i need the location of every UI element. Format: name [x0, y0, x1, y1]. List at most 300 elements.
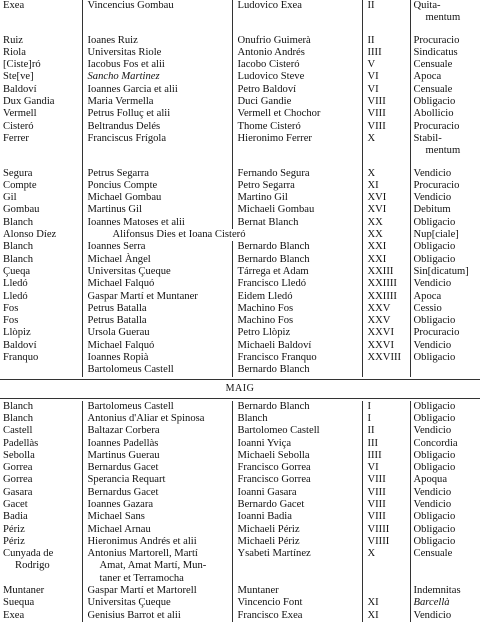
- grantor-cell: [82, 524, 232, 536]
- register-table-2: [0, 401, 480, 622]
- deed-type-cell-cont: mentum: [414, 145, 480, 157]
- grantor-cell-text: Ioannes Padellàs: [88, 438, 159, 449]
- day-cell-text: II: [368, 425, 375, 436]
- day-cell: [362, 0, 410, 25]
- grantor-cell-text: Ioannes Ropià: [88, 352, 149, 363]
- recipient-cell-text: Antonio Andrés: [238, 47, 305, 58]
- surname-cell-text: Vermell: [3, 108, 37, 119]
- surname-cell: [0, 352, 82, 364]
- surname-cell: [0, 340, 82, 352]
- grantor-cell: [82, 266, 232, 278]
- recipient-cell: [232, 71, 362, 83]
- deed-type-cell: [410, 168, 480, 180]
- surname-cell-text: Sebolla: [3, 450, 35, 461]
- deed-type-cell-text: Obligacio: [414, 524, 456, 535]
- day-cell-text: XVI: [368, 204, 387, 215]
- recipient-cell-text: Duci Gandie: [238, 96, 292, 107]
- spacer-cell: [232, 158, 362, 168]
- grantor-cell-cont: taner et Terramocha: [88, 573, 232, 585]
- grantor-cell: [82, 121, 232, 133]
- surname-cell: [0, 108, 82, 120]
- recipient-cell-text: Machino Fos: [238, 315, 294, 326]
- spacer-cell: [82, 25, 232, 35]
- day-cell-text: XX: [368, 217, 383, 228]
- deed-type-cell: [410, 47, 480, 59]
- spacer-cell: [82, 158, 232, 168]
- deed-type-cell: [410, 84, 480, 96]
- deed-type-cell-text: Vendicio: [414, 278, 452, 289]
- recipient-cell: [232, 121, 362, 133]
- recipient-cell: [232, 511, 362, 523]
- grantor-cell-text: Ursola Guerau: [88, 327, 150, 338]
- recipient-cell-text: Bernat Blanch: [238, 217, 299, 228]
- recipient-cell-text: Bernardo Blanch: [238, 364, 310, 375]
- grantor-cell: [82, 168, 232, 180]
- recipient-cell: [232, 241, 362, 253]
- day-cell: [362, 474, 410, 486]
- surname-cell: [0, 180, 82, 192]
- grantor-cell-text: Beltrandus Delés: [88, 121, 161, 132]
- recipient-cell-text: Francisco Gorrea: [238, 462, 311, 473]
- recipient-cell: [232, 303, 362, 315]
- day-cell: [362, 108, 410, 120]
- surname-cell-text: Muntaner: [3, 585, 44, 596]
- grantor-cell: [82, 217, 232, 229]
- day-cell: [362, 610, 410, 622]
- day-cell-text: XXIIII: [368, 291, 397, 302]
- grantor-cell-text: Ioannes Gazara: [88, 499, 154, 510]
- deed-type-cell-text: Obligacio: [414, 450, 456, 461]
- recipient-cell-text: Martino Gil: [238, 192, 288, 203]
- surname-cell: [0, 278, 82, 290]
- table-row: [0, 108, 480, 120]
- surname-cell: [0, 266, 82, 278]
- recipient-cell: [232, 59, 362, 71]
- grantor-cell-text: Petrus Segarra: [88, 168, 149, 179]
- surname-cell-text: Périz: [3, 524, 25, 535]
- recipient-cell-text: Bernardo Blanch: [238, 241, 310, 252]
- table-row: [0, 59, 480, 71]
- deed-type-cell-text: Vendicio: [414, 499, 452, 510]
- day-cell-text: II: [368, 35, 375, 46]
- recipient-cell-text: Hieronimo Ferrer: [238, 133, 312, 144]
- surname-cell-text: [Ciste]ró: [3, 59, 41, 70]
- grantor-cell: [82, 315, 232, 327]
- table-row: [0, 315, 480, 327]
- surname-cell-text: Périz: [3, 536, 25, 547]
- day-cell: [362, 548, 410, 585]
- table-row: [0, 536, 480, 548]
- day-cell-text: VIII: [368, 108, 386, 119]
- surname-cell-text: Ruiz: [3, 35, 23, 46]
- surname-cell: [0, 133, 82, 158]
- deed-type-cell-text: Procuracio: [414, 180, 460, 191]
- deed-type-cell: [410, 462, 480, 474]
- deed-type-cell: [410, 192, 480, 204]
- day-cell-text: XI: [368, 180, 379, 191]
- table-row: [0, 487, 480, 499]
- deed-type-cell-text: Apoqua: [414, 474, 448, 485]
- surname-cell-text: Fos: [3, 315, 18, 326]
- recipient-cell: [232, 450, 362, 462]
- surname-cell: [0, 59, 82, 71]
- deed-type-cell: [410, 241, 480, 253]
- table-row: [0, 192, 480, 204]
- deed-type-cell-text: Nup[ciale]: [414, 229, 459, 240]
- surname-cell: [0, 192, 82, 204]
- day-cell: [362, 133, 410, 158]
- day-cell: [362, 327, 410, 339]
- recipient-cell: [232, 474, 362, 486]
- surname-cell-text: Franquo: [3, 352, 38, 363]
- day-cell-text: VIII: [368, 474, 386, 485]
- grantor-cell: [82, 597, 232, 609]
- day-cell: [362, 511, 410, 523]
- grantor-cell-text: Maria Vermella: [88, 96, 154, 107]
- deed-type-cell-text: Obligacio: [414, 401, 456, 412]
- day-cell: [362, 254, 410, 266]
- day-cell-text: VIII: [368, 511, 386, 522]
- day-cell-text: III: [368, 438, 379, 449]
- table-row: [0, 278, 480, 290]
- surname-cell-text: Lledó: [3, 291, 28, 302]
- day-cell-text: I: [368, 413, 372, 424]
- table-row: [0, 96, 480, 108]
- deed-type-cell: [410, 217, 480, 229]
- day-cell-text: XXIIII: [368, 278, 397, 289]
- grantor-cell-text: Bernardus Gacet: [88, 462, 159, 473]
- spacer-cell: [362, 25, 410, 35]
- table-row: [0, 25, 480, 35]
- table-row: [0, 340, 480, 352]
- table-row: [0, 254, 480, 266]
- surname-cell-text: Fos: [3, 303, 18, 314]
- surname-cell-text: Suequa: [3, 597, 34, 608]
- day-cell-text: XVI: [368, 192, 387, 203]
- grantor-cell: [82, 59, 232, 71]
- day-cell: [362, 204, 410, 216]
- table-row: [0, 168, 480, 180]
- recipient-cell-text: Francisco Exea: [238, 610, 303, 621]
- deed-type-cell-text: Vendicio: [414, 192, 452, 203]
- deed-type-cell: [410, 499, 480, 511]
- recipient-cell-text: Ioanni Badia: [238, 511, 292, 522]
- day-cell-text: X: [368, 548, 376, 559]
- recipient-cell: [232, 192, 362, 204]
- table-row: [0, 524, 480, 536]
- table-row: [0, 327, 480, 339]
- deed-type-cell-cont: mentum: [414, 12, 480, 24]
- surname-cell-text: Cisteró: [3, 121, 34, 132]
- recipient-cell: [232, 84, 362, 96]
- deed-type-cell: [410, 71, 480, 83]
- day-cell: [362, 217, 410, 229]
- recipient-cell-text: Vincencio Font: [238, 597, 303, 608]
- day-cell: [362, 121, 410, 133]
- recipient-cell: [232, 217, 362, 229]
- deed-type-cell: [410, 536, 480, 548]
- recipient-cell: [232, 597, 362, 609]
- deed-type-cell: [410, 425, 480, 437]
- day-cell-text: XI: [368, 597, 379, 608]
- surname-cell: [0, 462, 82, 474]
- day-cell: [362, 35, 410, 47]
- day-cell-text: VIIII: [368, 536, 390, 547]
- grantor-cell: [82, 462, 232, 474]
- deed-type-cell: [410, 133, 480, 158]
- day-cell: [362, 192, 410, 204]
- grantor-cell-text: Ioannes Serra: [88, 241, 146, 252]
- deed-type-cell-text: Barcellà: [414, 597, 450, 608]
- deed-type-cell: [410, 474, 480, 486]
- recipient-cell-text: Tárrega et Adam: [238, 266, 309, 277]
- grantor-cell: [82, 241, 232, 253]
- grantor-cell: [82, 327, 232, 339]
- recipient-cell-text: Michaeli Périz: [238, 524, 300, 535]
- surname-cell: [0, 364, 82, 376]
- surname-cell: [0, 291, 82, 303]
- table-row: [0, 438, 480, 450]
- recipient-cell: [232, 96, 362, 108]
- deed-type-cell: [410, 291, 480, 303]
- surname-cell: [0, 168, 82, 180]
- deed-type-cell-text: Procuracio: [414, 327, 460, 338]
- surname-cell: [0, 524, 82, 536]
- surname-cell-text: Ste[ve]: [3, 71, 34, 82]
- surname-cell-text: Compte: [3, 180, 37, 191]
- deed-type-cell-text: Vendicio: [414, 610, 452, 621]
- surname-cell-text: Riola: [3, 47, 26, 58]
- day-cell: [362, 84, 410, 96]
- deed-type-cell: [410, 0, 480, 25]
- grantor-cell-text: Franciscus Frígola: [88, 133, 167, 144]
- grantor-cell-text: Michael Falquó: [88, 340, 155, 351]
- day-cell-text: XXI: [368, 254, 387, 265]
- grantor-cell: [82, 0, 232, 25]
- surname-cell: [0, 487, 82, 499]
- table-row: [0, 266, 480, 278]
- grantor-cell: [82, 511, 232, 523]
- recipient-cell: [232, 524, 362, 536]
- grantor-cell: [82, 278, 232, 290]
- recipient-cell: [232, 168, 362, 180]
- recipient-cell-text: Bernardo Blanch: [238, 401, 310, 412]
- table-row: [0, 597, 480, 609]
- day-cell: [362, 96, 410, 108]
- deed-type-cell: [410, 59, 480, 71]
- grantor-cell-cont: Amat, Amat Martí, Mun-: [88, 560, 232, 572]
- recipient-cell-text: Blanch: [238, 413, 268, 424]
- grantor-cell-text: Ioanes Ruiz: [88, 35, 138, 46]
- day-cell-text: XXV: [368, 303, 391, 314]
- deed-type-cell-text: Censuale: [414, 59, 453, 70]
- table-row: [0, 121, 480, 133]
- grantor-cell: [82, 254, 232, 266]
- table-row: [0, 511, 480, 523]
- table-row: [0, 364, 480, 376]
- surname-cell: [0, 610, 82, 622]
- deed-type-cell-text: Concordia: [414, 438, 458, 449]
- day-cell: [362, 168, 410, 180]
- grantor-cell-text: Vincencius Gombau: [88, 0, 174, 11]
- grantor-cell: [82, 108, 232, 120]
- surname-cell-text: Blanch: [3, 241, 33, 252]
- grantor-cell-text: Genisius Barrot et alii: [88, 610, 181, 621]
- table-row: [0, 462, 480, 474]
- day-cell: [362, 450, 410, 462]
- recipient-cell-text: Vermell et Chochor: [238, 108, 321, 119]
- recipient-cell-text: Francisco Franquo: [238, 352, 317, 363]
- recipient-cell: [232, 425, 362, 437]
- deed-type-cell: [410, 524, 480, 536]
- table-row: [0, 229, 480, 241]
- grantor-cell: [82, 401, 232, 413]
- day-cell-text: VI: [368, 71, 379, 82]
- table-row: [0, 0, 480, 25]
- deed-type-cell-text: Indemnitas: [414, 585, 461, 596]
- table-row: [0, 217, 480, 229]
- surname-cell: [0, 438, 82, 450]
- recipient-cell-text: Ludovico Steve: [238, 71, 305, 82]
- grantor-cell: [82, 192, 232, 204]
- table-row: [0, 47, 480, 59]
- deed-type-cell-text: Cessio: [414, 303, 442, 314]
- deed-type-cell-text: Procuracio: [414, 121, 460, 132]
- recipient-cell-text: Michaeli Gombau: [238, 204, 315, 215]
- deed-type-cell-text: Sin[dicatum]: [414, 266, 469, 277]
- surname-cell: [0, 303, 82, 315]
- day-cell-text: I: [368, 401, 372, 412]
- surname-cell: [0, 0, 82, 25]
- day-cell: [362, 597, 410, 609]
- deed-type-cell: [410, 303, 480, 315]
- grantor-cell-text: Antonius Martorell, Martí: [88, 548, 198, 559]
- day-cell-text: VI: [368, 462, 379, 473]
- surname-cell-text: Gorrea: [3, 462, 32, 473]
- table-row: [0, 450, 480, 462]
- day-cell-text: VIII: [368, 121, 386, 132]
- table-row: [0, 585, 480, 597]
- grantor-cell: [82, 610, 232, 622]
- recipient-cell: [232, 108, 362, 120]
- day-cell-text: XXIII: [368, 266, 394, 277]
- day-cell-text: XXI: [368, 241, 387, 252]
- surname-cell: [0, 585, 82, 597]
- day-cell: [362, 364, 410, 376]
- parties-cell-text: Alifonsus Dies et Ioana Cisteró: [113, 229, 246, 240]
- grantor-cell-text: Michael Falquó: [88, 278, 155, 289]
- day-cell-text: VIII: [368, 499, 386, 510]
- deed-type-cell-text: Obligacio: [414, 241, 456, 252]
- deed-type-cell-text: Procuracio: [414, 35, 460, 46]
- grantor-cell: [82, 96, 232, 108]
- surname-cell-text: Cunyada de: [3, 548, 53, 559]
- recipient-cell-text: Ludovico Exea: [238, 0, 302, 11]
- day-cell-text: V: [368, 59, 376, 70]
- surname-cell: [0, 241, 82, 253]
- deed-type-cell: [410, 585, 480, 597]
- grantor-cell-text: Poncius Compte: [88, 180, 158, 191]
- table-row: [0, 180, 480, 192]
- table-row: [0, 241, 480, 253]
- recipient-cell-text: Iacobo Cisteró: [238, 59, 300, 70]
- deed-type-cell: [410, 511, 480, 523]
- grantor-cell: [82, 474, 232, 486]
- deed-type-cell: [410, 266, 480, 278]
- recipient-cell-text: Michaeli Périz: [238, 536, 300, 547]
- deed-type-cell: [410, 327, 480, 339]
- surname-cell: [0, 597, 82, 609]
- surname-cell: [0, 71, 82, 83]
- recipient-cell: [232, 254, 362, 266]
- recipient-cell: [232, 340, 362, 352]
- recipient-cell-text: Machino Fos: [238, 303, 294, 314]
- recipient-cell-text: Fernando Segura: [238, 168, 310, 179]
- deed-type-cell-text: Sindicatus: [414, 47, 458, 58]
- grantor-cell-text: Universitas Çueque: [88, 266, 171, 277]
- day-cell: [362, 438, 410, 450]
- surname-cell-text: Blanch: [3, 413, 33, 424]
- day-cell: [362, 585, 410, 597]
- recipient-cell-text: Michaeli Baldoví: [238, 340, 312, 351]
- section-heading: MAIG: [0, 379, 480, 399]
- table-row: [0, 133, 480, 158]
- deed-type-cell-text: Quita-: [414, 0, 441, 11]
- parties-cell: [82, 229, 362, 241]
- surname-cell: [0, 401, 82, 413]
- grantor-cell: [82, 340, 232, 352]
- recipient-cell: [232, 180, 362, 192]
- grantor-cell-text: Hieronimus Andrés et alii: [88, 536, 197, 547]
- surname-cell-text: Llòpiz: [3, 327, 31, 338]
- surname-cell-text: Baldoví: [3, 340, 37, 351]
- recipient-cell-text: Muntaner: [238, 585, 279, 596]
- deed-type-cell: [410, 401, 480, 413]
- recipient-cell-text: Petro Segarra: [238, 180, 295, 191]
- recipient-cell-text: Petro Baldoví: [238, 84, 297, 95]
- deed-type-cell-text: Vendicio: [414, 340, 452, 351]
- spacer-cell: [232, 25, 362, 35]
- grantor-cell: [82, 585, 232, 597]
- grantor-cell-text: Martinus Guerau: [88, 450, 160, 461]
- deed-type-cell-text: Obligacio: [414, 536, 456, 547]
- recipient-cell-text: Francisco Gorrea: [238, 474, 311, 485]
- surname-cell-cont: Rodrigo: [3, 560, 82, 572]
- spacer-cell: [0, 158, 82, 168]
- grantor-cell-text: Michael Sans: [88, 511, 145, 522]
- deed-type-cell-text: Obligacio: [414, 217, 456, 228]
- grantor-cell-text: Petrus Batalla: [88, 303, 147, 314]
- deed-type-cell: [410, 487, 480, 499]
- recipient-cell-text: Petro Llòpiz: [238, 327, 291, 338]
- grantor-cell-text: Bartolomeus Castell: [88, 364, 174, 375]
- surname-cell-text: Ferrer: [3, 133, 29, 144]
- grantor-cell: [82, 438, 232, 450]
- grantor-cell: [82, 35, 232, 47]
- grantor-cell-text: Michael Àngel: [88, 254, 151, 265]
- grantor-cell-text: Bartolomeus Castell: [88, 401, 174, 412]
- day-cell-text: X: [368, 168, 376, 179]
- surname-cell: [0, 84, 82, 96]
- surname-cell: [0, 425, 82, 437]
- grantor-cell: [82, 352, 232, 364]
- day-cell-text: XXV: [368, 315, 391, 326]
- day-cell: [362, 59, 410, 71]
- surname-cell-text: Badia: [3, 511, 28, 522]
- day-cell: [362, 180, 410, 192]
- table-row: [0, 401, 480, 413]
- recipient-cell-text: Eidem Lledó: [238, 291, 293, 302]
